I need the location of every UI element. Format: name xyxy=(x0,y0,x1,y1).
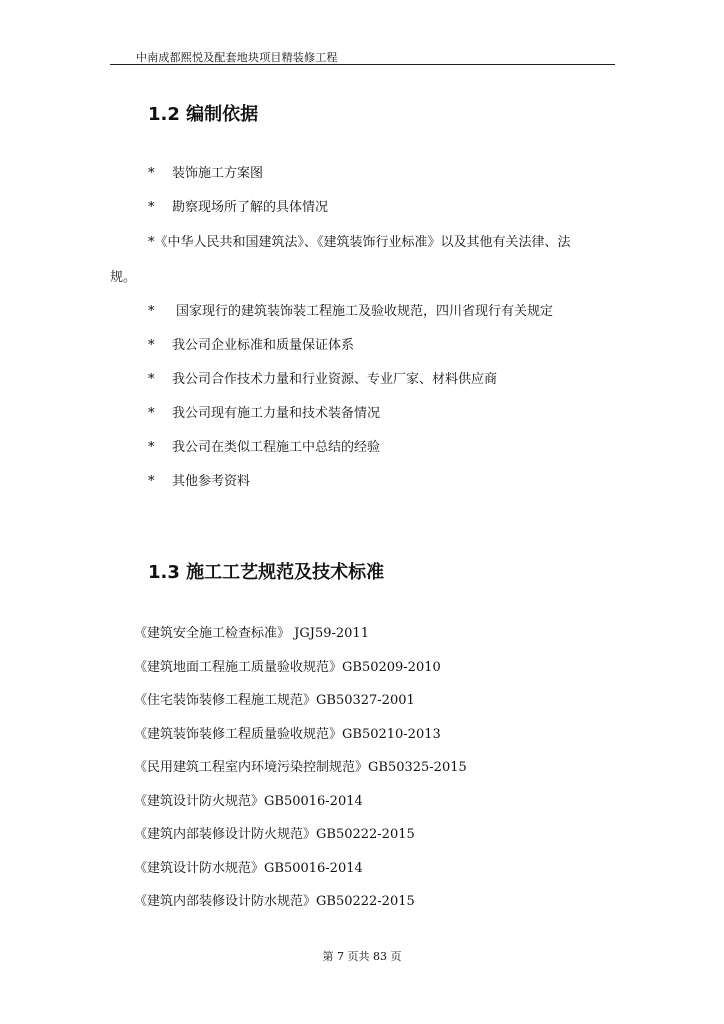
bullet: * xyxy=(148,235,155,250)
bullet: * xyxy=(148,474,155,489)
list-item: * 我公司企业标准和质量保证体系 xyxy=(148,338,355,353)
bullet: * xyxy=(148,372,155,387)
bullet: * xyxy=(148,338,155,353)
page-header xyxy=(110,46,615,65)
list-item: * 装饰施工方案图 xyxy=(148,166,264,181)
list-item: * 我公司合作技术力量和行业资源、专业厂家、材料供应商 xyxy=(148,372,498,387)
standard-item: 《建筑装饰装修工程质量验收规范》GB50210-2013 xyxy=(134,727,441,742)
list-item: * 我公司在类似工程施工中总结的经验 xyxy=(148,440,381,455)
standard-item: 《建筑内部装修设计防水规范》GB50222-2015 xyxy=(134,894,415,909)
bullet: * xyxy=(148,406,155,421)
list-item: * 其他参考资料 xyxy=(148,474,251,489)
bullet: * xyxy=(148,200,155,215)
standard-item: 《建筑地面工程施工质量验收规范》GB50209-2010 xyxy=(134,660,441,675)
section-heading-1-2: 1.2 编制依据 xyxy=(148,104,259,125)
bullet: * xyxy=(148,304,155,319)
standard-item: 《建筑设计防火规范》GB50016-2014 xyxy=(134,794,363,809)
list-item: * 国家现行的建筑装饰装工程施工及验收规范，四川省现行有关规定 xyxy=(148,304,554,319)
standard-item: 《建筑内部装修设计防火规范》GB50222-2015 xyxy=(134,827,415,842)
page-number: 第 7 页共 83 页 xyxy=(322,950,402,963)
standard-item: 《民用建筑工程室内环境污染控制规范》GB50325-2015 xyxy=(134,760,467,775)
standard-item: 《建筑设计防水规范》GB50016-2014 xyxy=(134,861,363,876)
section-heading-1-3: 1.3 施工工艺规范及技术标准 xyxy=(148,562,385,583)
list-item: *《中华人民共和国建筑法》、《建筑装饰行业标准》以及其他有关法律、法 xyxy=(148,235,571,250)
list-item: * 我公司现有施工力量和技术装备情况 xyxy=(148,406,381,421)
bullet: * xyxy=(148,440,155,455)
standard-item: 《建筑安全施工检查标准》 JGJ59-2011 xyxy=(134,626,369,641)
list-item-continuation: 规。 xyxy=(110,270,137,285)
header-title: 中南成都熙悦及配套地块项目精装修工程 xyxy=(136,51,338,64)
list-item: * 勘察现场所了解的具体情况 xyxy=(148,200,329,215)
standard-item: 《住宅装饰装修工程施工规范》GB50327-2001 xyxy=(134,693,415,708)
bullet: * xyxy=(148,166,155,181)
